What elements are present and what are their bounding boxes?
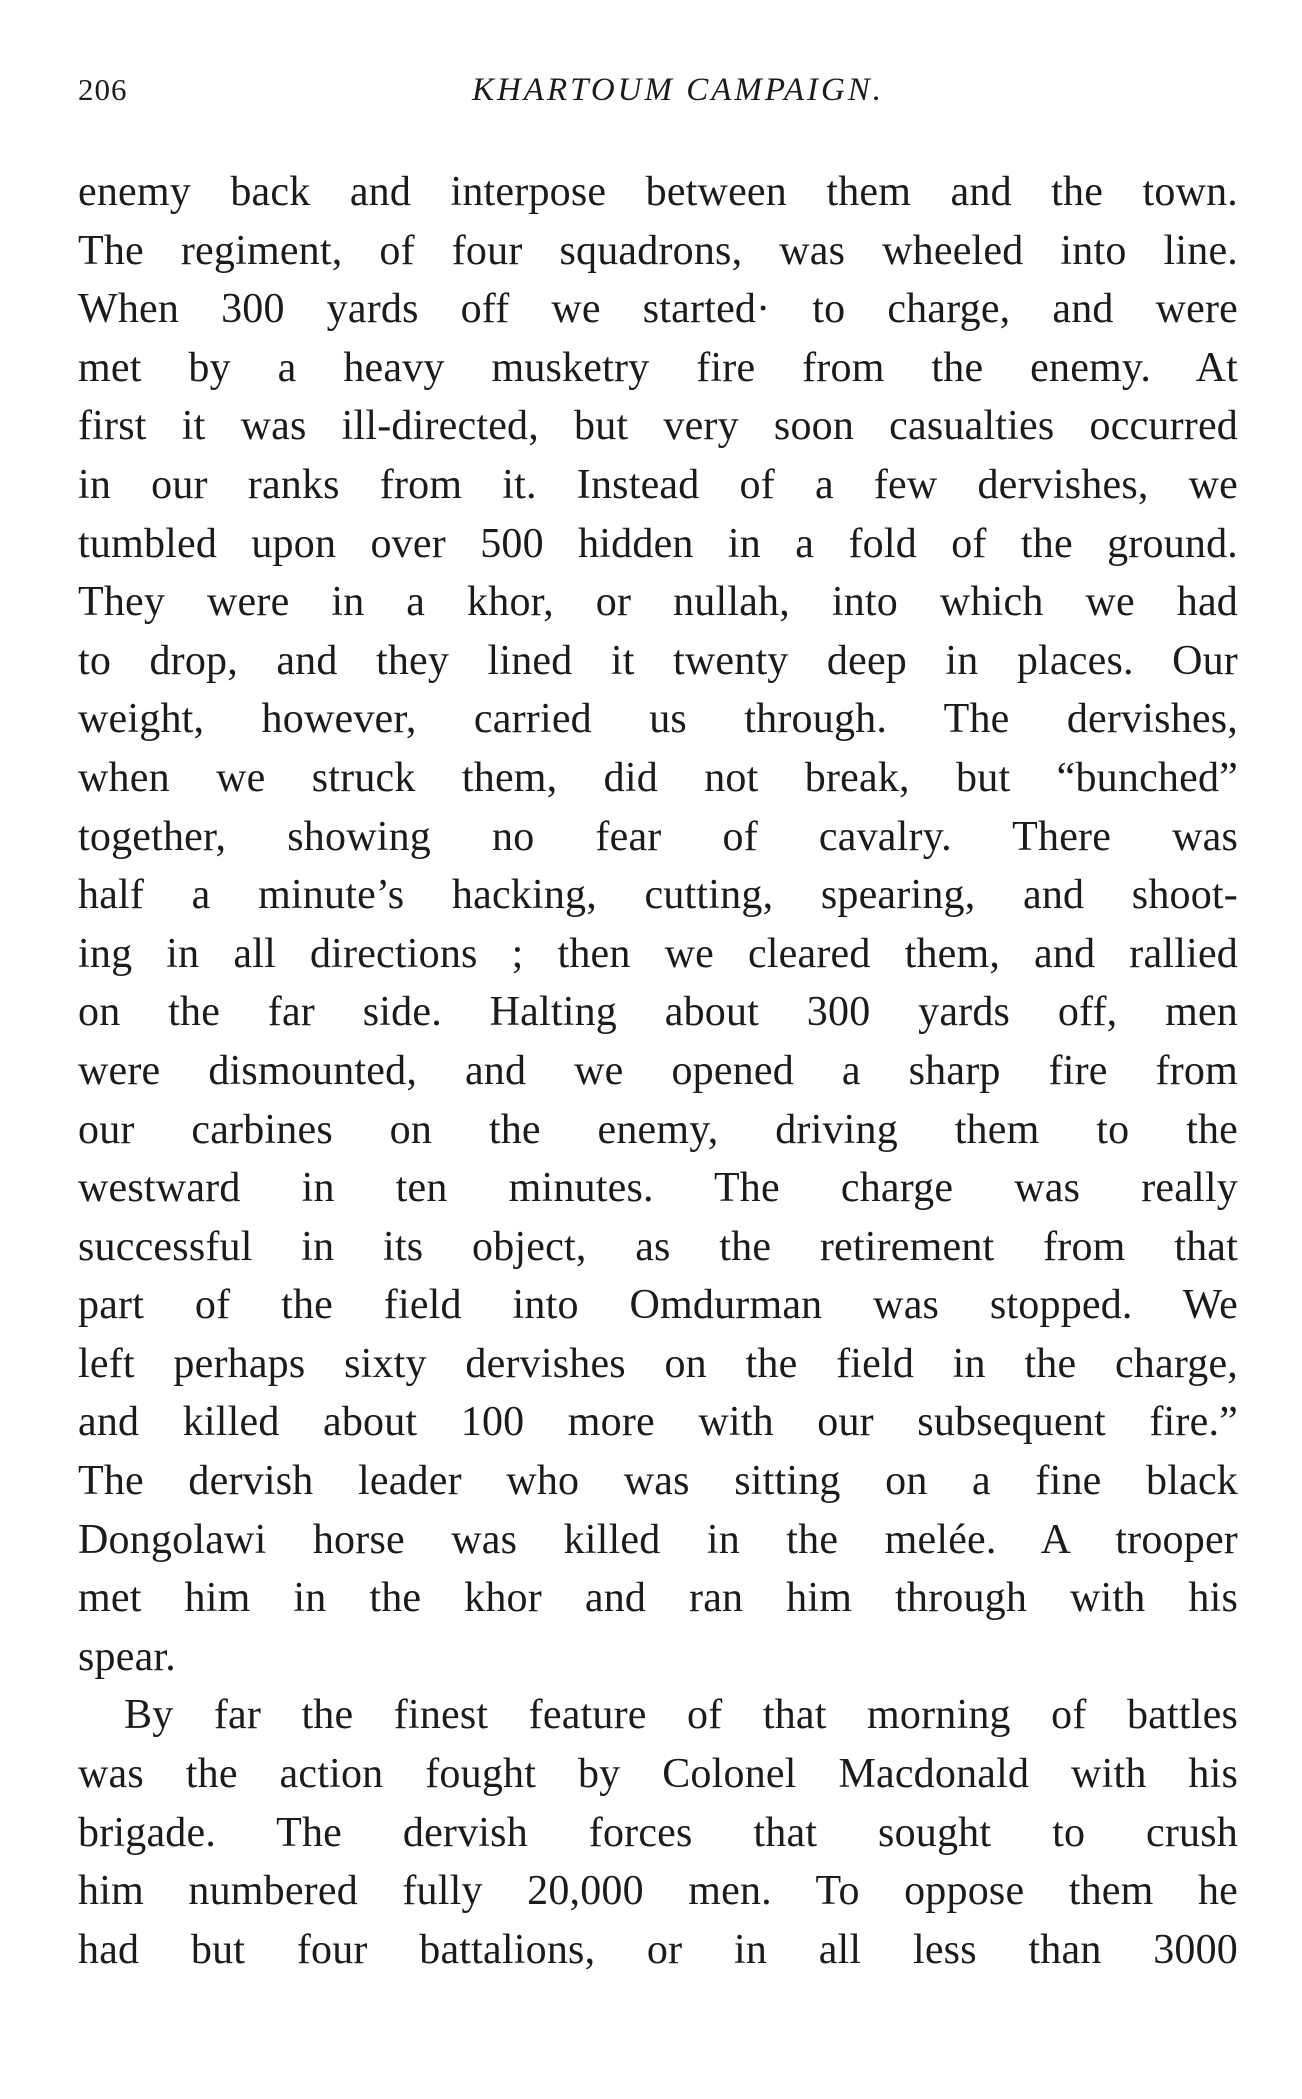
text-line: left perhaps sixty dervishes on the field in the charge, bbox=[78, 1340, 1238, 1387]
paragraph-start-line: By far the finest feature of that morning of battles bbox=[124, 1692, 1238, 1739]
text-line: was the action fought by Colonel Macdonald with his bbox=[78, 1751, 1238, 1798]
text-line: tumbled upon over 500 hidden in a fold of the ground. bbox=[78, 520, 1238, 567]
text-line: in our ranks from it. Instead of a few dervishes, we bbox=[78, 461, 1238, 508]
running-title: KHARTOUM CAMPAIGN. bbox=[471, 72, 885, 108]
text-line: ing in all directions ; then we cleared them, and rallied bbox=[78, 930, 1238, 977]
text-line: first it was ill-directed, but very soon casualties occurred bbox=[78, 403, 1238, 450]
text-line: part of the field into Omdurman was stopped. We bbox=[78, 1282, 1238, 1329]
text-line: our carbines on the enemy, driving them to the bbox=[78, 1106, 1238, 1153]
text-line: and killed about 100 more with our subsequent fire.” bbox=[78, 1399, 1238, 1446]
text-line: The dervish leader who was sitting on a fine black bbox=[78, 1458, 1238, 1505]
text-line: met him in the khor and ran him through with his bbox=[78, 1575, 1238, 1622]
text-line: were dismounted, and we opened a sharp fire from bbox=[78, 1047, 1238, 1094]
text-line: The regiment, of four squadrons, was wheeled into line. bbox=[78, 227, 1238, 274]
body-text bbox=[78, 163, 1238, 1979]
running-head bbox=[78, 72, 1238, 122]
text-line: spear. bbox=[78, 1633, 176, 1680]
text-line: enemy back and interpose between them and the town. bbox=[78, 169, 1238, 215]
text-line: Dongolawi horse was killed in the melée. A trooper bbox=[78, 1516, 1238, 1563]
text-line: to drop, and they lined it twenty deep in places. Our bbox=[78, 637, 1238, 684]
text-line: half a minute’s hacking, cutting, spearing, and shoot- bbox=[78, 872, 1238, 919]
page-number: 206 bbox=[78, 72, 128, 107]
text-line: brigade. The dervish forces that sought to crush bbox=[78, 1809, 1238, 1856]
text-line: When 300 yards off we started· to charge, and were bbox=[78, 286, 1238, 333]
text-line: had but four battalions, or in all less than 3000 bbox=[78, 1926, 1238, 1973]
text-line: when we struck them, did not break, but “bunched” bbox=[78, 754, 1238, 801]
text-line: They were in a khor, or nullah, into which we had bbox=[78, 579, 1238, 626]
text-line: together, showing no fear of cavalry. There was bbox=[78, 813, 1238, 860]
text-line: him numbered fully 20,000 men. To oppose them he bbox=[78, 1868, 1238, 1915]
text-line: weight, however, carried us through. The dervishes, bbox=[78, 696, 1238, 743]
text-line: on the far side. Halting about 300 yards off, men bbox=[78, 989, 1238, 1036]
text-line: successful in its object, as the retirement from that bbox=[78, 1223, 1238, 1270]
text-line: met by a heavy musketry fire from the enemy. At bbox=[78, 344, 1238, 391]
text-line: westward in ten minutes. The charge was really bbox=[78, 1165, 1238, 1212]
